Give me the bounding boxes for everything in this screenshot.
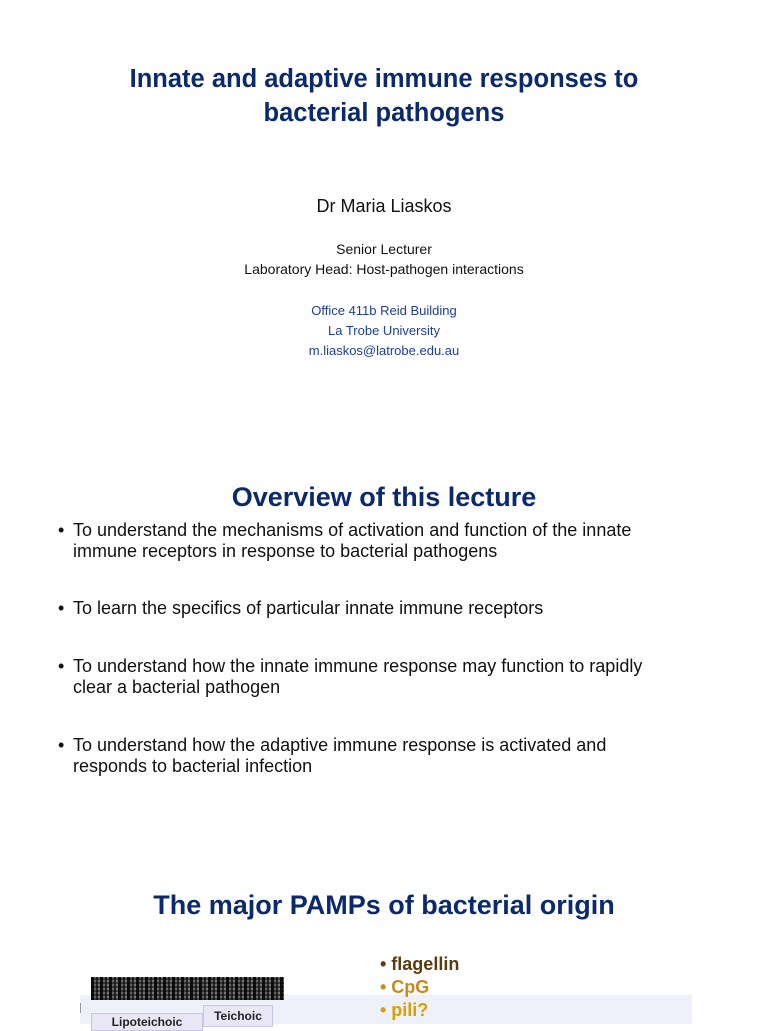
author-lab: Laboratory Head: Host-pathogen interactions	[244, 261, 524, 277]
diagram-image-fragment	[91, 977, 284, 1000]
overview-bullet-list-3	[58, 656, 738, 698]
pamp-pili: • pili?	[380, 1000, 429, 1020]
author-role: Senior Lecturer	[336, 241, 432, 257]
overview-bullet-list-1	[58, 520, 738, 562]
bullet-line: • To understand how the adaptive immune response is activated and	[73, 735, 607, 755]
pamp-flagellin: • flagellin	[380, 954, 460, 974]
teichoic-label: Teichoic	[203, 1005, 273, 1027]
diagram-divider	[80, 1003, 81, 1013]
lecture-title-line1: Innate and adaptive immune responses to	[129, 65, 639, 93]
author-name: Dr Maria Liaskos	[316, 196, 452, 216]
overview-bullet	[58, 656, 738, 698]
bullet-line: • To learn the specifics of particular innate immune receptors	[73, 598, 544, 618]
pamp-cpg: • CpG	[380, 977, 430, 997]
overview-title: Overview of this lecture	[231, 482, 537, 512]
lecture-title-line2: bacterial pathogens	[263, 99, 505, 127]
bullet-line: • To understand the mechanisms of activation and function of the innate	[73, 520, 632, 540]
overview-bullet	[58, 598, 738, 619]
overview-bullet	[58, 735, 738, 777]
bullet-line: immune receptors in response to bacterial pathogens	[73, 541, 498, 561]
bullet-line: clear a bacterial pathogen	[73, 677, 281, 697]
office-location: Office 411b Reid Building	[311, 303, 457, 318]
overview-bullet	[58, 520, 738, 562]
pamp-list	[380, 953, 459, 1022]
lipoteichoic-label: Lipoteichoic	[91, 1013, 203, 1031]
bullet-line: • To understand how the innate immune response may function to rapidly	[73, 656, 643, 676]
overview-bullet-list-4	[58, 735, 738, 777]
overview-bullet-list-2	[58, 598, 738, 619]
lecture-title	[0, 62, 768, 130]
bullet-line: responds to bacterial infection	[73, 756, 313, 776]
university-name: La Trobe University	[328, 323, 440, 338]
pamps-title: The major PAMPs of bacterial origin	[153, 890, 615, 920]
email-link[interactable]: m.liaskos@latrobe.edu.au	[308, 343, 460, 358]
